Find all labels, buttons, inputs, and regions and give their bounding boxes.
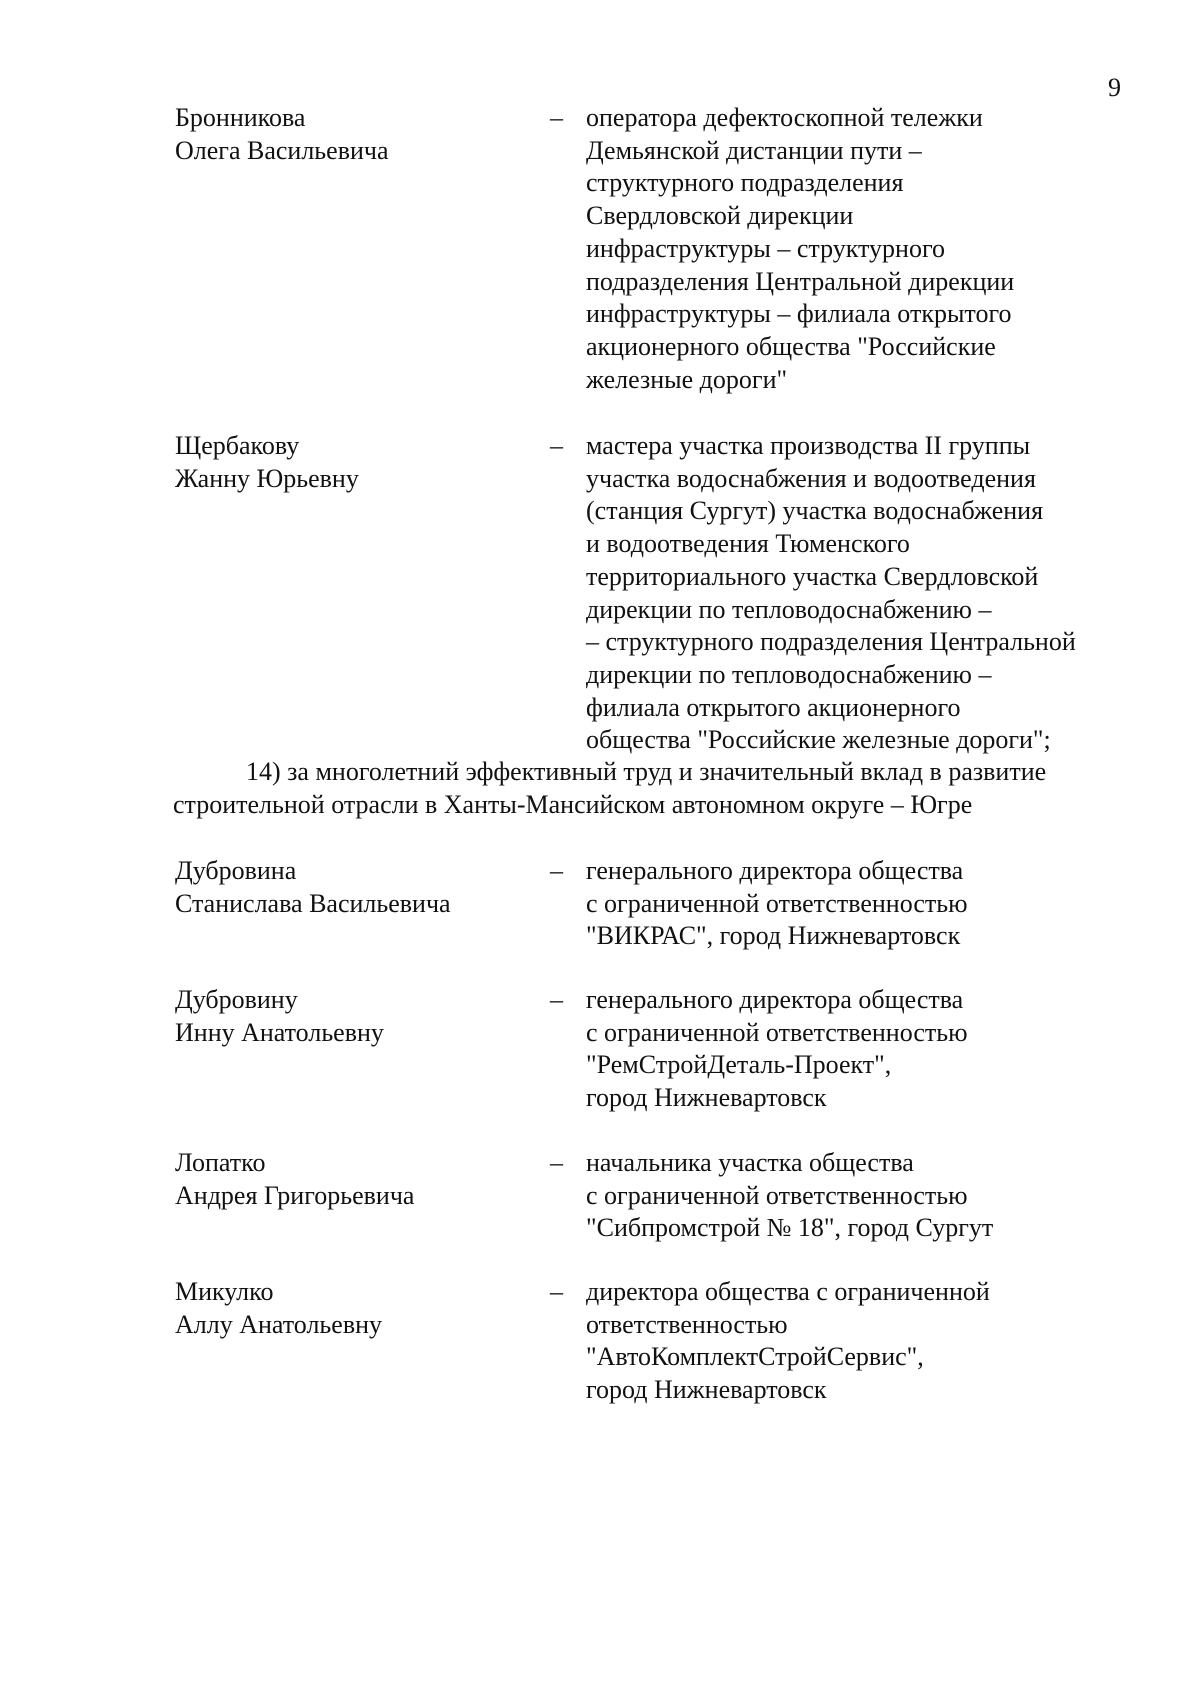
description-line: участка водоснабжения и водоотведения <box>586 463 1036 493</box>
description-line: мастера участка производства II группы <box>586 431 1031 460</box>
description-line: "РемСтройДеталь-Проект", <box>586 1050 892 1080</box>
description-line: город Нижневартовск <box>586 1375 827 1405</box>
surname: Щербакову <box>175 431 300 460</box>
person-name <box>175 430 515 495</box>
description-line: – структурного подразделения Центральной <box>586 627 1076 657</box>
given-names: Андрея Григорьевича <box>175 1180 415 1210</box>
dash-separator: – <box>550 1277 563 1306</box>
description-line: с ограниченной ответственностью <box>586 1180 968 1210</box>
dash-separator: – <box>550 1148 563 1177</box>
description-line: структурного подразделения <box>586 168 904 198</box>
person-name <box>175 984 515 1049</box>
description-line: Демьянской дистанции пути – <box>586 135 922 165</box>
position-description <box>586 1147 1126 1245</box>
description-line: инфраструктуры – структурного <box>586 233 945 263</box>
surname: Дубровину <box>175 985 298 1014</box>
surname: Бронникова <box>175 103 306 132</box>
description-line: акционерного общества "Российские <box>586 331 996 361</box>
person-name <box>175 102 515 167</box>
description-line: общества "Российские железные дороги"; <box>586 725 1051 755</box>
page-number: 9 <box>1108 73 1121 102</box>
given-names: Станислава Васильевича <box>175 888 451 918</box>
description-line: с ограниченной ответственностью <box>586 1017 968 1047</box>
given-names: Аллу Анатольевну <box>175 1309 383 1339</box>
section-line: 14) за многолетний эффективный труд и значительный вклад в развитие <box>246 757 1047 786</box>
description-line: железные дороги" <box>586 364 788 394</box>
description-line: Свердловской дирекции <box>586 201 854 231</box>
description-line: генерального директора общества <box>586 856 964 885</box>
description-line: оператора дефектоскопной тележки <box>586 103 983 132</box>
description-line: "АвтоКомплектСтройСервис", <box>586 1342 924 1372</box>
dash-separator: – <box>550 431 563 460</box>
person-name <box>175 1276 515 1341</box>
surname: Лопатко <box>175 1148 266 1177</box>
description-line: подразделения Центральной дирекции <box>586 266 1015 296</box>
description-line: (станция Сургут) участка водоснабжения <box>586 496 1044 526</box>
section-line: строительной отрасли в Ханты-Мансийском автономном округе – Югре <box>173 789 973 819</box>
position-description <box>586 855 1126 953</box>
given-names: Олега Васильевича <box>175 135 389 165</box>
description-line: город Нижневартовск <box>586 1083 827 1113</box>
description-line: и водоотведения Тюменского <box>586 529 910 559</box>
description-line: дирекции по тепловодоснабжению – <box>586 594 992 624</box>
given-names: Жанну Юрьевну <box>175 463 359 493</box>
position-description <box>586 102 1126 396</box>
surname: Микулко <box>175 1277 274 1306</box>
description-line: ответственностью <box>586 1309 788 1339</box>
description-line: дирекции по тепловодоснабжению – <box>586 659 992 689</box>
person-name <box>175 855 515 920</box>
position-description <box>586 1276 1126 1407</box>
description-line: начальника участка общества <box>586 1148 914 1177</box>
description-line: инфраструктуры – филиала открытого <box>586 299 1012 329</box>
description-line: "Сибпромстрой № 18", город Сургут <box>586 1213 994 1243</box>
position-description <box>586 984 1126 1115</box>
description-line: территориального участка Свердловской <box>586 561 1039 591</box>
dash-separator: – <box>550 103 563 132</box>
position-description <box>586 430 1126 757</box>
description-line: с ограниченной ответственностью <box>586 888 968 918</box>
person-name <box>175 1147 515 1212</box>
description-line: "ВИКРАС", город Нижневартовск <box>586 921 961 951</box>
section-14-heading <box>173 756 1133 821</box>
dash-separator: – <box>550 856 563 885</box>
dash-separator: – <box>550 985 563 1014</box>
description-line: генерального директора общества <box>586 985 964 1014</box>
description-line: директора общества с ограниченной <box>586 1277 990 1306</box>
description-line: филиала открытого акционерного <box>586 692 961 722</box>
given-names: Инну Анатольевну <box>175 1017 384 1047</box>
surname: Дубровина <box>175 856 297 885</box>
